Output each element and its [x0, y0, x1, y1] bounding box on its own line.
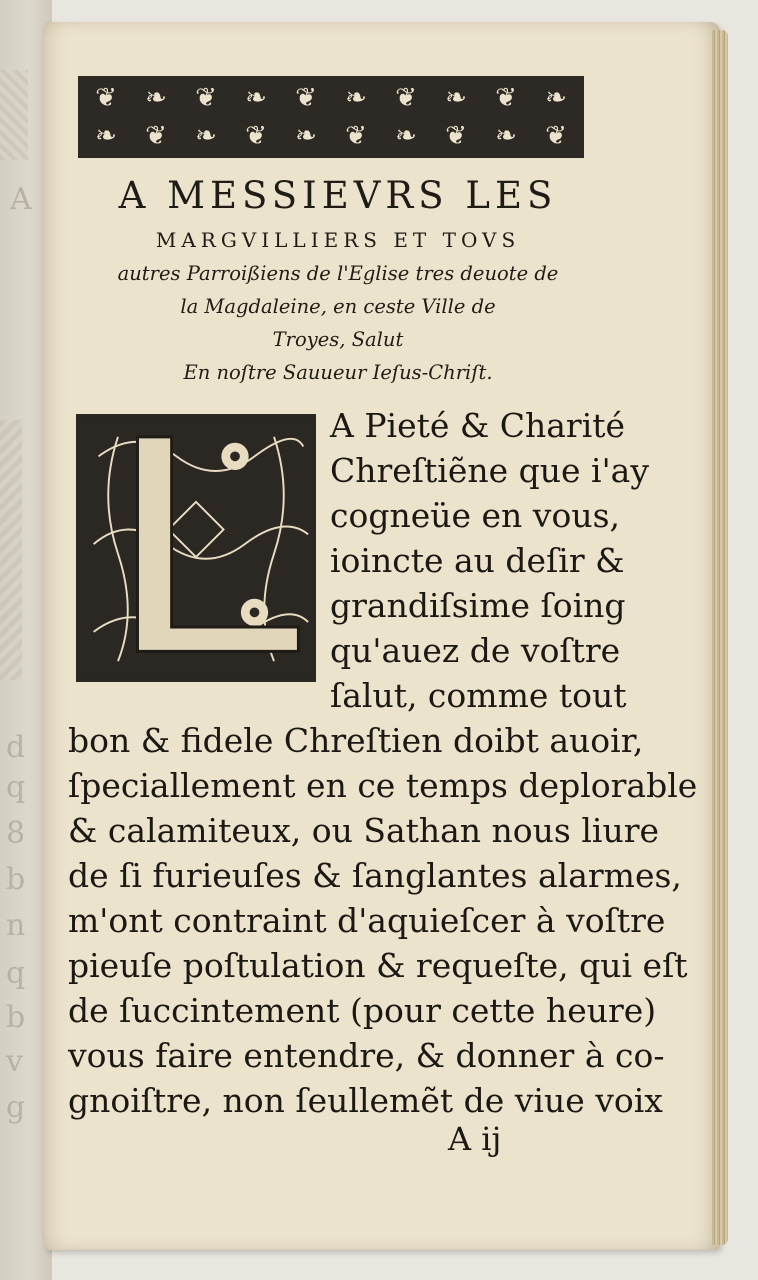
facing-page-ornament	[0, 70, 28, 160]
body-line: ſalut, comme tout	[330, 676, 627, 715]
body-line: de ſi furieuſes & ſanglantes alarmes,	[68, 856, 682, 895]
body-line: pieuſe poſtulation & requeſte, qui eſt	[68, 946, 688, 985]
body-line: cogneüe en vous,	[330, 496, 620, 535]
page-fore-edge	[712, 30, 728, 1245]
body-line: m'ont contraint d'aquieſcer à voſtre	[68, 901, 666, 940]
facing-page-letter: b	[6, 1000, 26, 1035]
facing-page-initial	[0, 420, 22, 680]
body-line: qu'auez de voſtre	[330, 631, 621, 670]
facing-page-letter: n	[6, 908, 26, 943]
body-line: Chreſtiẽne que i'ay	[330, 451, 649, 490]
body-line: bon & fidele Chreſtien doibt auoir,	[68, 721, 644, 760]
body-line: A Pieté & Charité	[330, 406, 626, 445]
signature-mark: A ij	[448, 1120, 502, 1158]
body-line: de ſuccintement (pour cette heure)	[68, 991, 657, 1030]
facing-page-letter: q	[6, 770, 26, 805]
facing-page-letter: g	[6, 1090, 26, 1125]
headpiece-ornament: ❦ ❧ ❦ ❧ ❦ ❧ ❦ ❧ ❦ ❧ ❧ ❦ ❧ ❦ ❧ ❦ ❧ ❦ ❧ ❦	[78, 76, 584, 158]
heading-line-1: A MESSIEVRS LES	[118, 174, 558, 217]
floral-initial-icon	[79, 417, 313, 679]
facing-page-letter: v	[6, 1044, 23, 1079]
facing-page-letter: A	[10, 182, 32, 217]
body-line: grandiſsime ſoing	[330, 586, 626, 625]
body-line: gnoiſtre, non ſeullemẽt de viue voix	[68, 1081, 663, 1120]
facing-page-letter: d	[6, 730, 26, 765]
body-line: & calamiteux, ou Sathan nous liure	[68, 811, 660, 850]
decorated-initial	[76, 414, 316, 682]
dedication-line: autres Parroißiens de l'Eglise tres deuote de	[117, 262, 559, 285]
facing-page-letter: q	[6, 956, 26, 991]
body-line: ioincte au deſir &	[330, 541, 625, 580]
body-line: ſpeciallement en ce temps deplorable	[68, 766, 698, 805]
heading-line-2: MARGVILLIERS ET TOVS	[155, 228, 521, 252]
dedication-line: En noſtre Sauueur Ieſus-Chriſt.	[183, 361, 493, 384]
dedication-line: la Magdaleine, en ceste Ville de	[180, 295, 496, 318]
body-line: vous faire entendre, & donner à co-	[68, 1036, 665, 1075]
facing-page-letter: 8	[6, 816, 26, 851]
facing-page-letter: b	[6, 862, 26, 897]
dedication-line: Troyes, Salut	[272, 328, 404, 351]
